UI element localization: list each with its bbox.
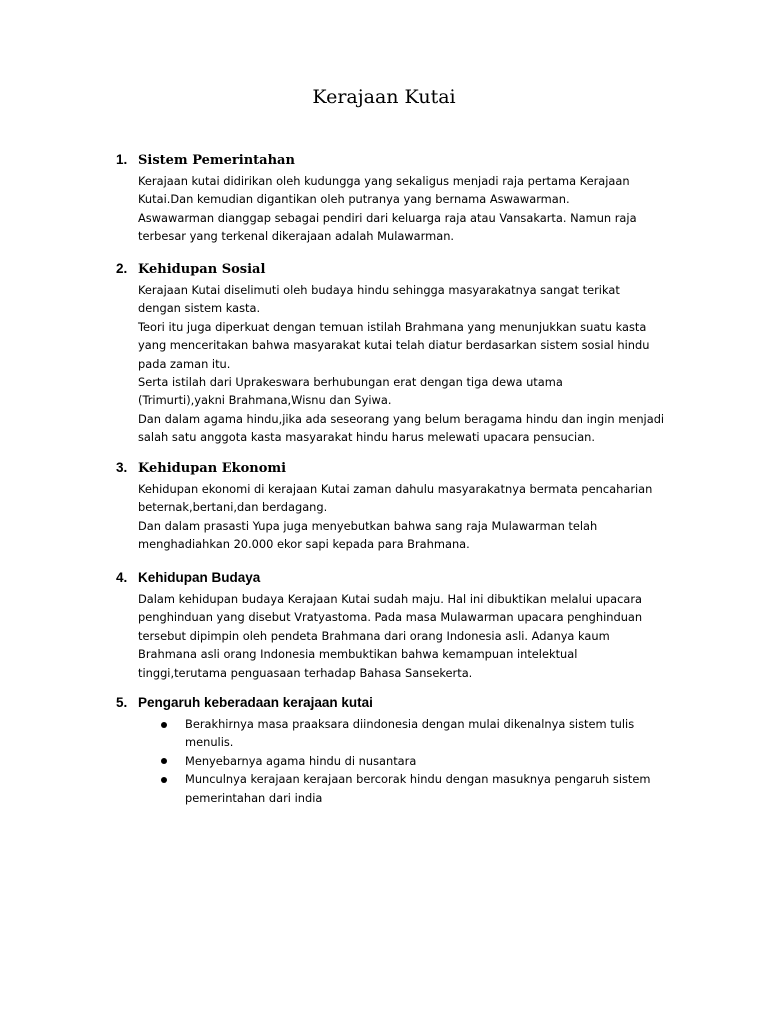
section-heading [116, 261, 676, 281]
list-item [116, 715, 676, 733]
section-number: 5. [116, 695, 128, 710]
list-item [116, 752, 676, 770]
section-title: Kehidupan Ekonomi [138, 461, 287, 476]
paragraph-line: Dan dalam prasasti Yupa juga menyebutkan bahwa sang raja Mulawarman telah [138, 518, 598, 533]
paragraph-line: beternak,bertani,dan berdagang. [138, 500, 328, 515]
paragraph-line: dengan sistem kasta. [138, 301, 261, 316]
paragraph-line: yang menceritakan bahwa masyarakat kutai telah diatur berdasarkan sistem sosial hindu [138, 338, 650, 353]
section-sistem-pemerintahan [116, 152, 676, 246]
section-heading [116, 570, 676, 590]
section-pengaruh-keberadaan [116, 695, 676, 807]
paragraph-line: menghadiahkan 20.000 ekor sapi kepada para Brahmana. [138, 537, 470, 552]
bullet-icon [116, 715, 185, 733]
section-number: 1. [116, 152, 128, 167]
section-heading [116, 152, 676, 172]
paragraph-line: pada zaman itu. [138, 356, 231, 371]
paragraph-line: (Trimurti),yakni Brahmana,Wisnu dan Syiwa. [138, 393, 392, 408]
list-item-text: Berakhirnya masa praaksara diindonesia dengan mulai dikenalnya sistem tulis [185, 717, 635, 731]
list-item-text: Menyebarnya agama hindu di nusantara [185, 753, 417, 768]
section-number: 3. [116, 460, 128, 475]
paragraph-line: penghinduan yang disebut Vratyastoma. Pada masa Mulawarman upacara penghinduan [138, 610, 643, 625]
section-kehidupan-ekonomi [116, 460, 676, 554]
paragraph-line: Serta istilah dari Uprakeswara berhubungan erat dengan tiga dewa utama [138, 374, 563, 389]
bullet-icon [116, 752, 185, 770]
section-heading [116, 695, 676, 715]
bullet-icon [116, 770, 185, 788]
paragraph-line: Dan dalam agama hindu,jika ada seseorang yang belum beragama hindu dan ingin menjadi [138, 411, 665, 426]
section-title: Kehidupan Budaya [138, 570, 261, 585]
section-number: 2. [116, 261, 128, 276]
paragraph-line: salah satu anggota kasta masyarakat hindu harus melewati upacara pensucian. [138, 430, 596, 445]
section-heading [116, 460, 676, 480]
paragraph-line: terbesar yang terkenal dikerajaan adalah Mulawarman. [138, 229, 455, 244]
paragraph-line: Kerajaan Kutai diselimuti oleh budaya hindu sehingga masyarakatnya sangat terikat [138, 283, 620, 297]
list-item-continuation: pemerintahan dari india [185, 790, 323, 805]
paragraph-line: tersebut dipimpin oleh pendeta Brahmana dari orang Indonesia asli. Adanya kaum [138, 628, 610, 643]
paragraph-line: Kutai.Dan kemudian digantikan oleh putranya yang bernama Aswawarman. [138, 192, 570, 207]
list-item [116, 770, 676, 788]
paragraph-line: Brahmana asli orang Indonesia membuktikan bahwa kemampuan intelektual [138, 647, 578, 662]
section-number: 4. [116, 570, 128, 585]
bullet-list [116, 715, 676, 807]
paragraph-line: Dalam kehidupan budaya Kerajaan Kutai sudah maju. Hal ini dibuktikan melalui upacara [138, 592, 643, 606]
document-title: Kerajaan Kutai [312, 86, 456, 108]
section-title: Pengaruh keberadaan kerajaan kutai [138, 695, 373, 710]
paragraph-line: Kehidupan ekonomi di kerajaan Kutai zaman dahulu masyarakatnya bermata pencaharian [138, 482, 653, 496]
section-title: Kehidupan Sosial [138, 262, 266, 277]
section-kehidupan-budaya [116, 570, 676, 682]
paragraph-line: Aswawarman dianggap sebagai pendiri dari keluarga raja atau Vansakarta. Namun raja [138, 210, 637, 225]
section-title: Sistem Pemerintahan [138, 153, 295, 168]
list-item-text: Munculnya kerajaan kerajaan bercorak hindu dengan masuknya pengaruh sistem [185, 772, 651, 787]
paragraph-line: tinggi,terutama penguasaan terhadap Bahasa Sansekerta. [138, 665, 473, 680]
paragraph-line: Kerajaan kutai didirikan oleh kudungga yang sekaligus menjadi raja pertama Kerajaan [138, 174, 630, 188]
paragraph-line: Teori itu juga diperkuat dengan temuan istilah Brahmana yang menunjukkan suatu kasta [138, 319, 647, 334]
section-kehidupan-sosial [116, 261, 676, 447]
list-item-continuation: menulis. [185, 735, 234, 750]
